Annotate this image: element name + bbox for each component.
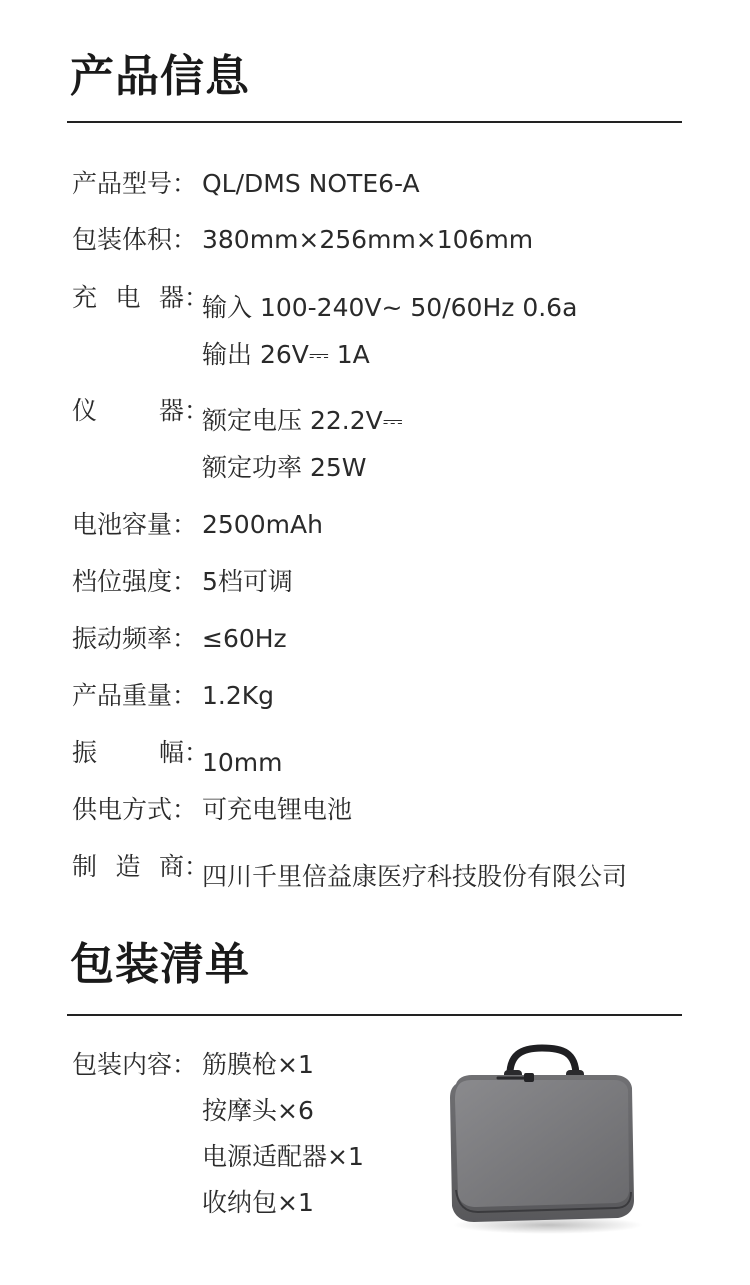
spec-label: 包装体积： xyxy=(72,225,198,254)
spec-value: QL/DMS NOTE6-A xyxy=(202,169,420,198)
spec-value: 1.2Kg xyxy=(202,681,275,710)
spec-label: 产品重量： xyxy=(72,681,198,710)
packing-label: 包装内容： xyxy=(72,1050,198,1079)
spec-row-battery xyxy=(72,507,323,543)
spec-value: ≤60Hz xyxy=(202,624,287,653)
spec-row-device-voltage xyxy=(72,393,403,435)
spec-row-manufacturer xyxy=(72,849,628,891)
spec-label: 产品型号： xyxy=(72,169,198,198)
packing-item: 收纳包×1 xyxy=(202,1188,314,1217)
carrying-case-image xyxy=(438,1040,648,1235)
carrying-case-illustration xyxy=(438,1040,648,1235)
spec-label: 振动频率： xyxy=(72,624,198,653)
spec-value: 输出 26V⎓ 1A xyxy=(202,340,370,369)
spec-value: 额定功率 25W xyxy=(202,453,367,482)
spec-label: 电池容量： xyxy=(72,510,198,539)
title-divider xyxy=(67,121,682,123)
spec-label: 振 幅 ： xyxy=(72,738,210,767)
packing-item: 筋膜枪×1 xyxy=(202,1050,314,1079)
packing-item: 电源适配器×1 xyxy=(202,1142,364,1171)
spec-row-package-size xyxy=(72,222,533,258)
spec-label: 档位强度： xyxy=(72,567,198,596)
spec-row-charger-input xyxy=(72,280,578,322)
spec-label: 制 造 商 ： xyxy=(72,852,210,881)
packing-list-title: 包装清单 xyxy=(70,939,250,990)
packing-row xyxy=(72,1047,314,1083)
spec-value: 四川千里倍益康医疗科技股份有限公司 xyxy=(202,862,628,891)
packing-row xyxy=(72,1139,364,1175)
spec-value: 5档可调 xyxy=(202,567,293,596)
spec-label: 仪 器 ： xyxy=(72,396,210,425)
spec-row-charger-output xyxy=(72,337,370,373)
packing-row xyxy=(72,1093,314,1129)
title-divider xyxy=(67,1014,682,1016)
spec-value: 可充电锂电池 xyxy=(202,795,353,824)
spec-row-levels xyxy=(72,564,293,600)
spec-row-model xyxy=(72,166,420,202)
spec-value: 10mm xyxy=(202,748,283,777)
spec-value: 380mm×256mm×106mm xyxy=(202,225,534,254)
product-info-title: 产品信息 xyxy=(70,51,250,102)
spec-row-device-power xyxy=(72,450,366,486)
spec-value: 额定电压 22.2V⎓ xyxy=(202,406,403,435)
spec-value: 2500mAh xyxy=(202,510,323,539)
spec-row-power-supply xyxy=(72,792,352,828)
spec-label: 供电方式： xyxy=(72,795,198,824)
spec-row-weight xyxy=(72,678,274,714)
packing-row xyxy=(72,1185,314,1221)
spec-value: 输入 100-240V~ 50/60Hz 0.6a xyxy=(202,293,578,322)
spec-label: 充 电 器 ： xyxy=(72,283,210,312)
spec-row-frequency xyxy=(72,621,287,657)
spec-row-amplitude xyxy=(72,735,283,777)
packing-item: 按摩头×6 xyxy=(202,1096,314,1125)
